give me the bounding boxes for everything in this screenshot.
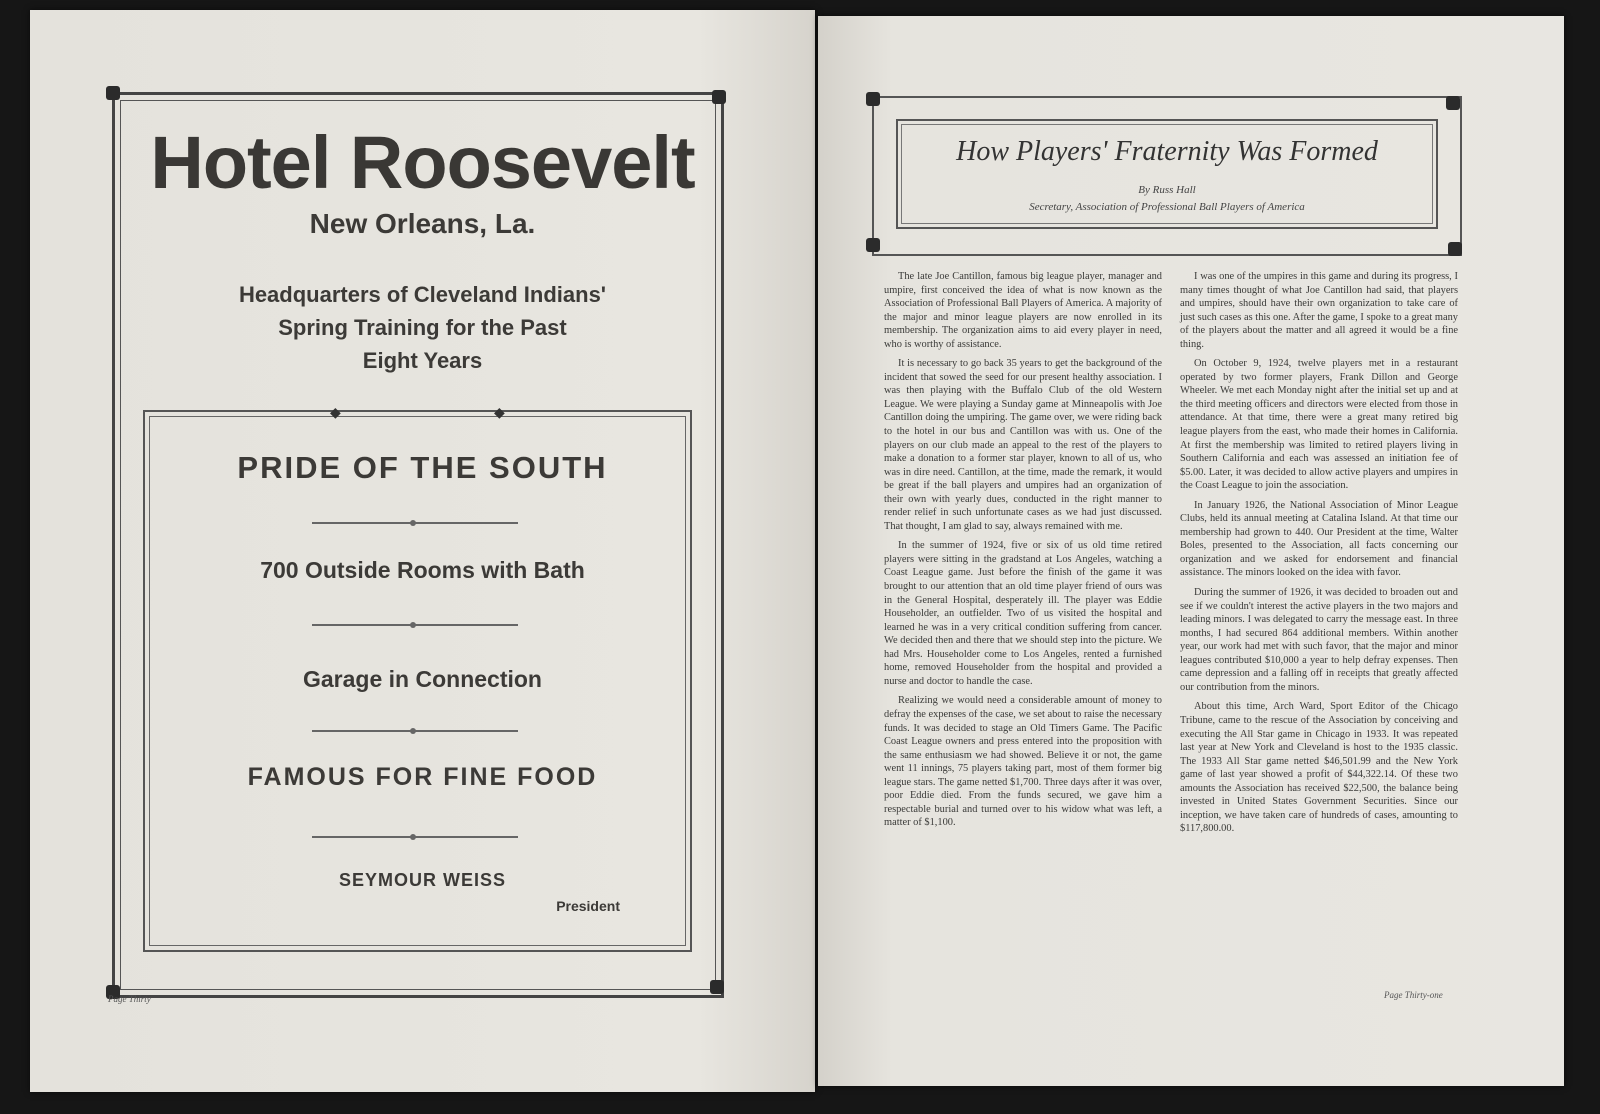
- article-paragraph: In the summer of 1924, five or six of us old time retired players were sitting in the gradstand at Los Angeles, watching a Coast League game. Just before the finish of the game it was brought to our attention that an old time player friend of ours was in the General Hospital, desperately ill. The player was Eddie Householder, an outfielder. Two of us visited the hospital and learned he was in a very critical condition suffering from cancer. We decided then and there that we should step into the picture. We had Mrs. Householder come to Los Angeles, rented a furnished home, removed Householder from the hospital and provided a nurse and doctor to handle the case.: [884, 540, 1162, 687]
- article-title: How Players' Fraternity Was Formed: [956, 136, 1378, 167]
- divider: [312, 730, 518, 732]
- divider: [312, 624, 518, 626]
- article-column-left: [884, 270, 1162, 836]
- corner-ornament: [712, 90, 726, 104]
- corner-ornament: [866, 238, 880, 252]
- rooms-text: 700 Outside Rooms with Bath: [260, 557, 585, 583]
- article-paragraph: Realizing we would need a considerable amount of money to defray the expenses of the case, we set about to raise the necessary funds. It was decided to stage an Old Timers Game. The Pacific Coast League owners and press entered into the proposition with the same enthusiasm we had showed. Believe it or not, the game went 11 innings, 75 players taking part, most of them former big league stars. The game netted $1,700. Three days after it was over, poor Eddie died. From the funds secured, we gave him a respectable burial and turned over to his widow what was left, a matter of $1,100.: [884, 695, 1162, 829]
- corner-ornament: [710, 980, 724, 994]
- diamond-ornament: ◆: [330, 406, 341, 421]
- garage-text: Garage in Connection: [303, 666, 542, 692]
- article-paragraph: It is necessary to go back 35 years to get the background of the incident that sowed the seed for our present healthy association. I was then playing with the Buffalo Club of the old Western League. We were playing a Sunday game at Minneapolis with Joe Cantillon doing the umpiring. The game over, we were riding back to the hotel in our bus and Cantillon was with us. One of the players on our club made an appeal to the rest of the players to make a donation to a former star player, known to all of us, who was in dire need. Cantillon, at the time, made the remark, it would be great if the ball players and umpires had an organization of their own with yearly dues, conducted in the right manner to render relief in such unfortunate cases as we had just discussed. That thought, I am glad to say, always remained with me.: [884, 358, 1162, 532]
- divider: [312, 522, 518, 524]
- article-paragraph: On October 9, 1924, twelve players met in a restaurant operated by two former players, Frank Dillon and George Wheeler. We met each Monday night after the initial set up and at the third meeting officers and directors were elected from those in attendance. At that time, there were a great many retired big league players from the east, who made their homes in California. At first the membership was limited to retired players living in Southern California and each was assessed an initiation fee of $5.00. Later, it was decided to allow active players and umpires in the Coast League to join the association.: [1180, 358, 1458, 492]
- article-byline: By Russ Hall: [1138, 184, 1196, 196]
- owner-name: SEYMOUR WEISS: [338, 870, 507, 890]
- article-paragraph: About this time, Arch Ward, Sport Editor of the Chicago Tribune, came to the rescue of the Association by conceiving and executing the All Star game in Chicago in 1933. It was repeated last year at New York and Cleveland is host to the 1935 classic. The 1933 All Star game netted $46,501.99 and the New York game of last year showed a profit of $44,322.14. Of these two amounts the Association has received $22,500, the balance being invested in United States Government Securities. Since our inception, we have taken care of hundreds of cases, amounting to $117,800.00.: [1180, 701, 1458, 835]
- diamond-ornament: ◆: [494, 406, 505, 421]
- headquarters-line: Spring Training for the Past: [278, 315, 567, 340]
- divider: [312, 836, 518, 838]
- article-paragraph: I was one of the umpires in this game and during its progress, I many times thought of what Joe Cantillon had said, that players and umpires, should have their own organization to take care of just such cases as this one. After the game, I spoke to a great many of the players about the matter and all agreed it would be a fine thing.: [1180, 271, 1458, 350]
- article-paragraph: The late Joe Cantillon, famous big league player, manager and umpire, first conceived the idea of what is now known as the Association of Professional Ball Players of America. A majority of the major and minor league players are now enrolled in its membership. The organization aims to aid every player in need, who is worthy of assistance.: [884, 271, 1162, 350]
- corner-ornament: [1446, 96, 1460, 110]
- headquarters-line: Headquarters of Cleveland Indians': [238, 282, 607, 307]
- hotel-location: New Orleans, La.: [309, 208, 536, 239]
- food-text: FAMOUS FOR FINE FOOD: [247, 763, 598, 791]
- corner-ornament: [106, 86, 120, 100]
- page-number: Page Thirty-one: [1384, 990, 1443, 1000]
- right-page: [818, 16, 1564, 1086]
- headquarters-line: Eight Years: [362, 348, 483, 373]
- article-paragraph: In January 1926, the National Association of Minor League Clubs, held its annual meeting at Catalina Island. At that time our membership had grown to 440. Our President at the time, Walter Boles, presented to the Association, all facts concerning our organization and we asked for endorsement and financial assistance. The minors looked on the idea with favor.: [1180, 499, 1458, 579]
- article-paragraph: During the summer of 1926, it was decided to broaden out and see if we couldn't interest the active players in the two majors and leading minors. I was delegated to carry the message east. In three months, I had secured 864 additional members. Within another year, our work had met with such favor, that the major and minor leagues contributed $10,000 a year to help defray expenses. Then came depression and a falling off in receipts that greatly affected our contribution from the minors.: [1180, 587, 1458, 693]
- owner-title: President: [556, 898, 620, 914]
- corner-ornament: [866, 92, 880, 106]
- slogan: PRIDE OF THE SOUTH: [237, 450, 608, 485]
- author-role: Secretary, Association of Professional Ball Players of America: [1029, 201, 1305, 213]
- hotel-name: Hotel Roosevelt: [150, 121, 695, 204]
- page-number: Page Thirty: [108, 994, 151, 1004]
- article-column-right: [1180, 270, 1458, 842]
- corner-ornament: [1448, 242, 1462, 256]
- left-page: [30, 10, 815, 1092]
